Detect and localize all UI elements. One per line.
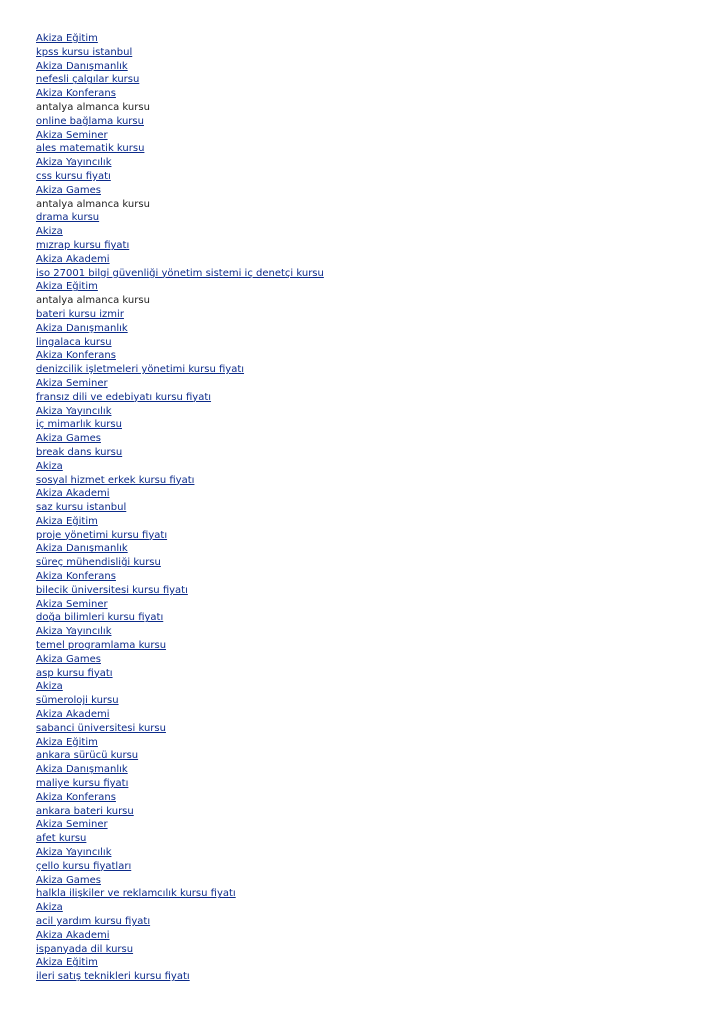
list-link[interactable]: Akiza Danışmanlık <box>36 543 128 555</box>
list-link[interactable]: Akiza Eğitim <box>36 281 98 293</box>
list-link[interactable]: doğa bilimleri kursu fiyatı <box>36 612 164 624</box>
list-link[interactable]: afet kursu <box>36 833 87 845</box>
list-link[interactable]: ispanyada dil kursu <box>36 943 134 955</box>
list-link[interactable]: lingalaca kursu <box>36 336 112 348</box>
list-link[interactable]: Akiza Konferans <box>36 571 116 583</box>
list-link[interactable]: saz kursu istanbul <box>36 502 127 514</box>
list-link[interactable]: Akiza <box>36 681 63 693</box>
list-link[interactable]: Akiza Akademi <box>36 488 110 500</box>
list-link[interactable]: Akiza <box>36 902 63 914</box>
list-link[interactable]: halkla ilişkiler ve reklamcılık kursu fiyatı <box>36 888 236 900</box>
list-link[interactable]: sosyal hizmet erkek kursu fiyatı <box>36 474 195 486</box>
list-link[interactable]: iç mimarlık kursu <box>36 419 122 431</box>
list-link[interactable]: Akiza Akademi <box>36 929 110 941</box>
list-link[interactable]: çello kursu fiyatları <box>36 860 132 872</box>
list-link[interactable]: Akiza Yayıncılık <box>36 405 112 417</box>
list-link[interactable]: drama kursu <box>36 212 100 224</box>
list-link[interactable]: ankara bateri kursu <box>36 805 134 817</box>
list-link[interactable]: mızrap kursu fiyatı <box>36 239 130 251</box>
list-link[interactable]: Akiza Danışmanlık <box>36 322 128 334</box>
link-list <box>36 32 324 984</box>
list-link[interactable]: nefesli çalgılar kursu <box>36 74 140 86</box>
list-link[interactable]: iso 27001 bilgi güvenliği yönetim sistemi iç denetçi kursu <box>36 267 324 279</box>
list-link[interactable]: Akiza <box>36 460 63 472</box>
list-link[interactable]: break dans kursu <box>36 446 123 458</box>
list-link[interactable]: Akiza Eğitim <box>36 515 98 527</box>
list-link[interactable]: ales matematik kursu <box>36 143 145 155</box>
list-link[interactable]: Akiza Yayıncılık <box>36 157 112 169</box>
list-link[interactable]: Akiza Danışmanlık <box>36 60 128 72</box>
list-text: antalya almanca kursu <box>36 101 150 113</box>
list-link[interactable]: sümeroloji kursu <box>36 695 119 707</box>
list-link[interactable]: Akiza <box>36 226 63 238</box>
list-link[interactable]: Akiza Eğitim <box>36 33 98 44</box>
list-link[interactable]: fransız dili ve edebiyatı kursu fiyatı <box>36 391 212 403</box>
list-link[interactable]: online bağlama kursu <box>36 115 144 127</box>
list-link[interactable]: Akiza Games <box>36 653 101 665</box>
list-link[interactable]: css kursu fiyatı <box>36 170 111 182</box>
list-link[interactable]: bateri kursu izmir <box>36 308 124 320</box>
list-link[interactable]: Akiza Seminer <box>36 819 108 831</box>
list-link[interactable]: Akiza Konferans <box>36 350 116 362</box>
list-link[interactable]: maliye kursu fiyatı <box>36 778 129 790</box>
list-link[interactable]: denizcilik işletmeleri yönetimi kursu fiyatı <box>36 364 245 376</box>
list-link[interactable]: asp kursu fiyatı <box>36 667 113 679</box>
list-link[interactable]: Akiza Yayıncılık <box>36 626 112 638</box>
list-link[interactable]: sabanci üniversitesi kursu <box>36 722 166 734</box>
list-text: antalya almanca kursu <box>36 295 150 307</box>
list-link[interactable]: Akiza Konferans <box>36 88 116 100</box>
list-link[interactable]: ankara sürücü kursu <box>36 750 139 762</box>
list-link[interactable]: Akiza Danışmanlık <box>36 764 128 776</box>
list-link[interactable]: Akiza Konferans <box>36 791 116 803</box>
list-link[interactable]: Akiza Yayıncılık <box>36 847 112 859</box>
list-link[interactable]: bilecik üniversitesi kursu fiyatı <box>36 584 188 596</box>
list-link[interactable]: Akiza Seminer <box>36 129 108 141</box>
list-link[interactable]: Akiza Eğitim <box>36 736 98 748</box>
list-link[interactable]: Akiza Eğitim <box>36 957 98 969</box>
list-link[interactable]: Akiza Games <box>36 874 101 886</box>
list-text: antalya almanca kursu <box>36 198 150 210</box>
list-link[interactable]: proje yönetimi kursu fiyatı <box>36 529 168 541</box>
list-link[interactable]: Akiza Games <box>36 184 101 196</box>
list-link[interactable]: temel programlama kursu <box>36 640 167 652</box>
list-link[interactable]: acil yardım kursu fiyatı <box>36 916 151 927</box>
list-link[interactable]: Akiza Akademi <box>36 253 110 265</box>
list-link[interactable]: Akiza Seminer <box>36 377 108 389</box>
list-link[interactable]: Akiza Seminer <box>36 598 108 610</box>
list-link[interactable]: kpss kursu istanbul <box>36 46 133 58</box>
list-link[interactable]: Akiza Games <box>36 433 101 445</box>
list-link[interactable]: süreç mühendisliği kursu <box>36 557 161 569</box>
list-link[interactable]: Akiza Akademi <box>36 709 110 721</box>
list-link[interactable]: ileri satış teknikleri kursu fiyatı <box>36 971 190 983</box>
